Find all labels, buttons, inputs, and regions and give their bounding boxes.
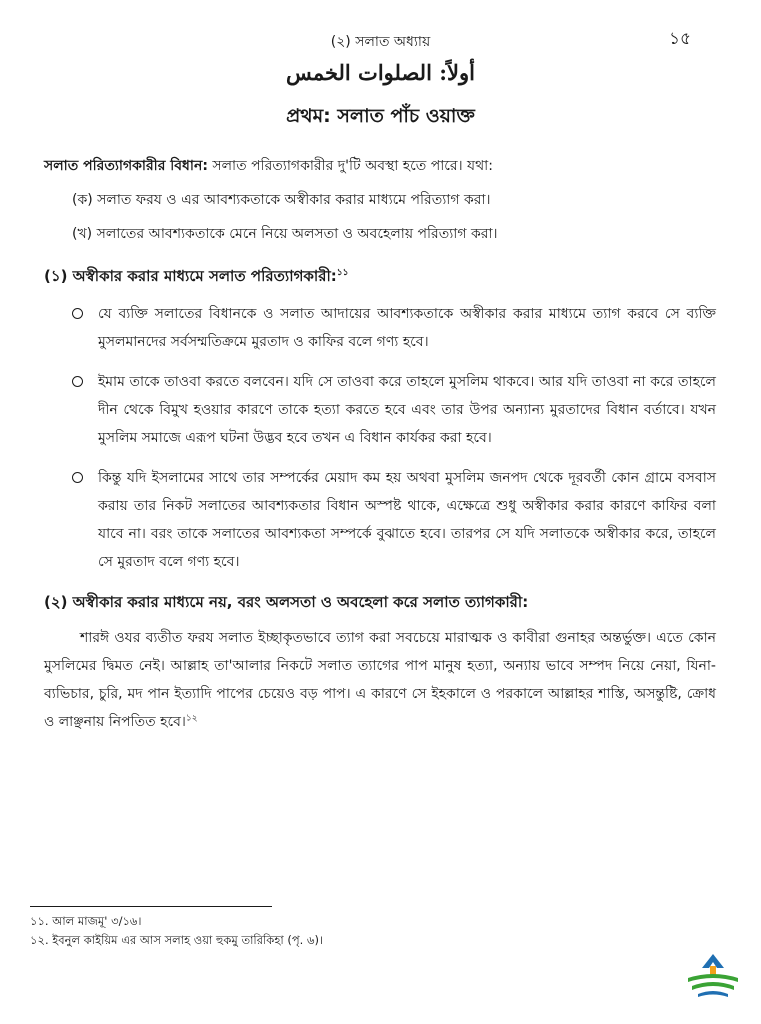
section-2-paragraph [44, 624, 716, 736]
footnote-11: ১১. আল মাজমূ' ৩/১৬। [30, 914, 142, 928]
section-2-paragraph-text: শারঈ ওযর ব্যতীত ফরয সলাত ইচ্ছাকৃতভাবে ত্যাগ করা সবচেয়ে মারাত্মক ও কাবীরা গুনাহর অন্তর্ভুক্ত। এতে কোন মুসলিমের দ্বিমত নেই। আল্লাহ তা'আলার নিকটে সলাত ত্যাগের পাপ মানুষ হত্যা, অন্যায় ভাবে সম্পদ নিয়ে নেয়া, যিনা-ব্যভিচার, চুরি, মদ পান ইত্যাদি পাপের চেয়েও বড় পাপ। এ কারণে সে ইহকালে ও পরকালে আল্লাহর শাস্তি, অসন্তুষ্টি, ক্রোধ ও লাঞ্ছনায় নিপতিত হবে। [44, 630, 716, 730]
section-1-heading-text: (১) অস্বীকার করার মাধ্যমে সলাত পরিত্যাগকারী: [44, 267, 337, 285]
circle-bullet-icon [72, 308, 83, 319]
main-content [44, 152, 716, 736]
point-text: যে ব্যক্তি সলাতের বিধানকে ও সলাত আদায়ের আবশ্যকতাকে অস্বীকার করার মাধ্যমে ত্যাগ করবে সে ব্যক্তি মুসলমানদের সর্বসম্মতিক্রমে মুরতাদ ও কাফির বলে গণ্য হবে। [98, 306, 716, 350]
section-1-points [44, 300, 716, 576]
list-item [44, 368, 716, 452]
circle-bullet-icon [72, 376, 83, 387]
publisher-logo-icon [684, 952, 742, 1000]
footnote-divider [30, 906, 272, 907]
option-ka: (ক) সলাত ফরয ও এর আবশ্যকতাকে অস্বীকার করার মাধ্যমে পরিত্যাগ করা। [72, 192, 491, 208]
chapter-header: (২) সলাত অধ্যায় [330, 34, 431, 50]
footnote-12: ১২. ইবনুল কাইয়িম এর আস সলাহ ওয়া হুকমু তারিকিহা (পৃ. ৬)। [30, 933, 324, 947]
option-kha: (খ) সলাতের আবশ্যকতাকে মেনে নিয়ে অলসতা ও অবহেলায় পরিত্যাগ করা। [72, 226, 498, 242]
intro-text: সলাত পরিত্যাগকারীর দু'টি অবস্থা হতে পারে। যথা: [207, 158, 493, 174]
section-2-heading: (২) অস্বীকার করার মাধ্যমে নয়, বরং অলসতা ও অবহেলা করে সলাত ত্যাগকারী: [44, 593, 529, 611]
intro-label: সলাত পরিত্যাগকারীর বিধান: [44, 158, 208, 174]
point-text: কিন্তু যদি ইসলামের সাথে তার সম্পর্কের মেয়াদ কম হয় অথবা মুসলিম জনপদ থেকে দূরবর্তী কোন গ্রামে বসবাস করায় তার নিকট সলাতের আবশ্যকতার বিধান অস্পষ্ট থাকে, এক্ষেত্রে শুধু অস্বীকার করার কারণে কাফির বলা যাবে না। বরং তাকে সলাতের আবশ্যকতা সম্পর্কে বুঝাতে হবে। তারপর সে যদি সলাতকে অস্বীকার করে, তাহলে সে মুরতাদ বলে গণ্য হবে। [98, 470, 716, 570]
footnote-ref-12[interactable]: ১২ [185, 713, 198, 724]
intro-line [44, 152, 716, 180]
page-number: ১৫ [668, 29, 691, 49]
footnotes [30, 912, 630, 950]
list-item [44, 464, 716, 576]
list-item [44, 300, 716, 356]
circle-bullet-icon [72, 472, 83, 483]
point-text: ইমাম তাকে তাওবা করতে বলবেন। যদি সে তাওবা করে তাহলে মুসলিম থাকবে। আর যদি তাওবা না করে তাহলে দীন থেকে বিমুখ হওয়ার কারণে তাকে হত্যা করতে হবে এবং তার উপর অন্যান্য মুরতাদের বিধান বর্তাবে। যখন মুসলিম সমাজে এরূপ ঘটনা উদ্ভব হবে তখন এ বিধান কার্যকর করা হবে। [98, 374, 716, 446]
page-title: প্রথম: সলাত পাঁচ ওয়াক্ত [286, 105, 475, 127]
arabic-title: أولاً: الصلوات الخمس [286, 60, 475, 85]
section-1-heading [44, 262, 716, 290]
footnote-ref-11[interactable]: ১১ [336, 268, 349, 278]
